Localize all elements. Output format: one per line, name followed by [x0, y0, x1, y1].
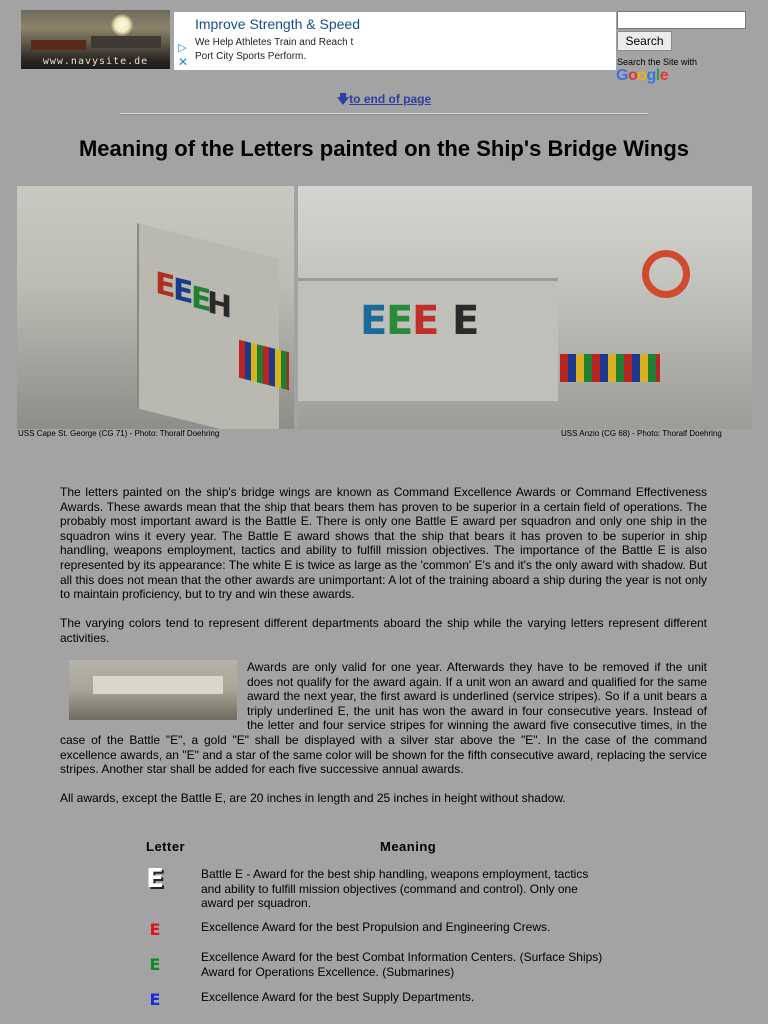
logo-ship-shape: [91, 36, 161, 48]
photo-caption: USS Cape St. George (CG 71) - Photo: Thoralf Doehring: [18, 429, 220, 438]
photo-cape-st-george: [17, 186, 294, 429]
arrow-down-icon: 🡇: [336, 92, 350, 106]
award-letter-graphic: E: [191, 279, 212, 320]
google-letter: l: [655, 67, 660, 84]
ad-close-icon[interactable]: ✕: [178, 55, 189, 69]
end-of-page-label: to end of page: [349, 92, 432, 106]
award-letter-graphic: E: [155, 265, 176, 306]
letter-column-header: Letter: [146, 839, 186, 854]
google-letter: o: [627, 67, 638, 84]
award-letter-graphic: H: [207, 284, 233, 327]
ad-line-1: We Help Athletes Train and Reach t: [195, 37, 354, 48]
award-letters-thumbnail: [69, 660, 237, 720]
google-letter: G: [616, 67, 628, 84]
validity-paragraph: Awards are only valid for one year. Afterwards they have to be removed if the unit does not qualify for the award again. If a unit won an award and qualified for the same award the next year, the first award is underlined (service stripes). So if a unit bears a triply underlined E, the unit has won the award in four consecutive years. Instead of the letter and four service stripes for winning the award five consecutive times, in the case of the Battle "E", a gold "E" shall be displayed with a silver star above the "E". In the case of the command excellence awards, an "E" and a star of the same color will be shown for the fifth consecutive award, replacing the service stripes. Another star shall be added for each five successive annual awards.: [60, 660, 707, 777]
divider: [120, 113, 648, 115]
advertisement-banner[interactable]: [174, 12, 616, 70]
intro-paragraph: The letters painted on the ship's bridge wings are known as Command Excellence Awards or Command Effectiveness Awards. These awards mean that the ship that bears them has proven to be superior in a certain field of operations. The probably most important award is the Battle E. There is only one Battle E award per squadron and only one ship in the squadron wins it every year. The Battle E award shows that the ship that bears it has proven to be superior in ship handling, weapons employment, tactics and ability to fulfill mission objectives. The importance of the Battle E is also represented by its appearance: The white E is twice as large as the 'common' E's and it's the only award with shadow. But all this does not mean that the other awards are unimportant: A lot of the training aboard a ship during the year is not only to maintain proficiency, but to try and win these awards.: [60, 485, 707, 602]
end-of-page-link[interactable]: [0, 90, 768, 111]
search-with-text: Search the Site with: [617, 57, 698, 67]
photo-caption: USS Anzio (CG 68) - Photo: Thoralf Doehring: [561, 429, 722, 438]
logo-ship-shape: [31, 40, 86, 50]
page-title: Meaning of the Letters painted on the Ship's Bridge Wings: [78, 136, 690, 161]
award-meaning: Excellence Award for the best Supply Departments.: [201, 990, 475, 1004]
award-letter-graphic: E: [386, 298, 414, 344]
ad-play-icon[interactable]: ▷: [178, 42, 187, 54]
search-button[interactable]: Search: [617, 31, 672, 51]
award-letter-graphic: E: [412, 298, 440, 344]
google-letter: e: [659, 67, 669, 84]
logo-text: www.navysite.de: [42, 56, 149, 67]
award-meaning: Excellence Award for the best Propulsion and Engineering Crews.: [201, 920, 551, 934]
google-letter: g: [646, 67, 656, 84]
award-letter-red-e: E: [149, 920, 161, 939]
ribbon-bar: [560, 354, 660, 382]
ad-title[interactable]: Improve Strength & Speed: [195, 16, 360, 32]
colors-paragraph: The varying colors tend to represent different departments aboard the ship while the varying letters represent different activities.: [60, 616, 707, 645]
award-letter-green-e: E: [149, 955, 161, 974]
ad-line-2: Port City Sports Perform.: [195, 51, 307, 62]
award-letter-graphic: E: [360, 298, 388, 344]
bridge-wing-panel: [137, 223, 279, 429]
search-input[interactable]: [617, 11, 746, 29]
photo-anzio: [298, 186, 752, 429]
award-letters-band: [93, 676, 223, 694]
award-letter-blue-e: E: [149, 990, 161, 1009]
google-logo: [616, 67, 668, 85]
award-meaning: Battle E - Award for the best ship handling, weapons employment, tactics and ability to fulfill mission objectives (command and control). Only one award per squadron.: [201, 867, 589, 910]
meaning-column-header: Meaning: [380, 839, 437, 854]
award-letter-graphic: E: [173, 271, 194, 312]
size-paragraph: All awards, except the Battle E, are 20 inches in length and 25 inches in height without shadow.: [60, 791, 566, 805]
award-meaning: Excellence Award for the best Combat Information Centers. (Surface Ships) Award for Operations Excellence. (Submarines): [201, 950, 603, 979]
award-letter-battle-e: E: [146, 864, 164, 894]
validity-section: [60, 660, 707, 777]
navysite-logo[interactable]: [21, 10, 170, 69]
google-letter: o: [637, 67, 647, 84]
logo-sun: [111, 14, 133, 36]
life-ring: [642, 250, 690, 298]
award-letter-graphic: E: [452, 298, 480, 344]
